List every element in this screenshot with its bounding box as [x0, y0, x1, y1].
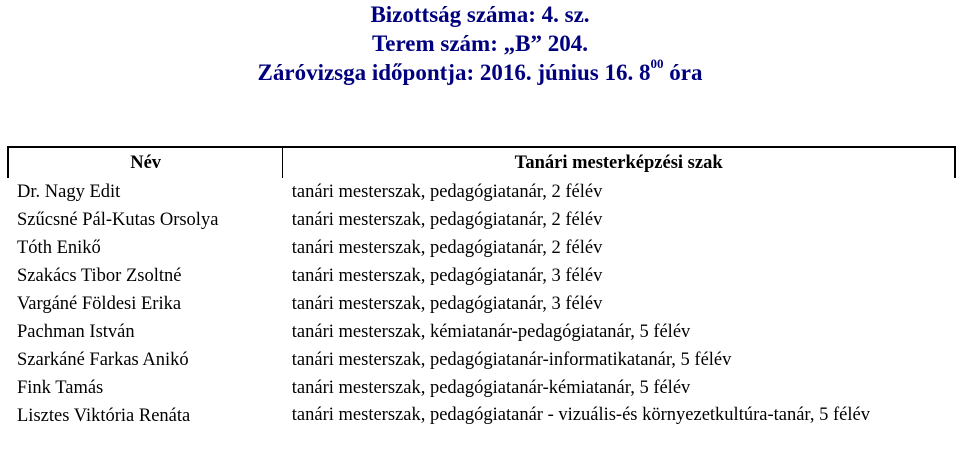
candidate-name: Szarkáné Farkas Anikó: [17, 350, 189, 370]
candidate-name: Szakács Tibor Zsoltné: [17, 266, 182, 286]
table-row: [8, 262, 955, 290]
column-header-name: Név: [8, 147, 283, 178]
candidate-name: Tóth Enikő: [17, 238, 101, 258]
committee-number: Bizottság száma: 4. sz.: [370, 2, 590, 27]
candidate-program: tanári mesterszak, pedagógiatanár-informatikatanár, 5 félév: [291, 350, 732, 370]
exam-time-unit: óra: [663, 60, 703, 85]
exam-date: [0, 58, 960, 87]
table-header-row: [8, 147, 955, 178]
candidate-name: Pachman István: [17, 322, 135, 342]
candidate-program: tanári mesterszak, kémiatanár-pedagógiatanár, 5 félév: [291, 322, 691, 342]
candidate-program: tanári mesterszak, pedagógiatanár-kémiatanár, 5 félév: [291, 378, 691, 398]
candidate-name: Szűcsné Pál-Kutas Orsolya: [17, 210, 219, 230]
exam-date-text: Záróvizsga időpontja: 2016. június 16. 8: [257, 60, 651, 85]
candidates-table: [7, 146, 956, 430]
table-row: [8, 346, 955, 374]
candidate-program: tanári mesterszak, pedagógiatanár, 3 félév: [291, 266, 603, 286]
candidate-program: [283, 402, 955, 430]
table-row: [8, 290, 955, 318]
table-row: [8, 374, 955, 402]
candidate-name: Vargáné Földesi Erika: [17, 294, 182, 314]
candidates-table-container: [7, 146, 956, 430]
exam-header: [0, 0, 960, 87]
table-row: [8, 402, 955, 430]
candidate-name: Fink Tamás: [17, 378, 104, 398]
candidate-program: tanári mesterszak, pedagógiatanár, 2 félév: [291, 182, 603, 202]
table-row: [8, 234, 955, 262]
candidate-name: Dr. Nagy Edit: [17, 182, 121, 202]
candidate-program-text: tanári mesterszak, pedagógiatanár - vizuális-és környezetkultúra-tanár, 5 félév: [291, 405, 870, 425]
candidate-name: Lisztes Viktória Renáta: [17, 406, 191, 426]
exam-time-minutes: 00: [650, 56, 664, 72]
table-row: [8, 178, 955, 206]
candidate-program: tanári mesterszak, pedagógiatanár, 2 félév: [291, 238, 603, 258]
room-number: Terem szám: „B” 204.: [372, 31, 588, 56]
column-header-program: Tanári mesterképzési szak: [283, 147, 955, 178]
candidate-program: tanári mesterszak, pedagógiatanár, 3 félév: [291, 294, 603, 314]
table-row: [8, 206, 955, 234]
candidate-program: tanári mesterszak, pedagógiatanár, 2 félév: [291, 210, 603, 230]
table-row: [8, 318, 955, 346]
